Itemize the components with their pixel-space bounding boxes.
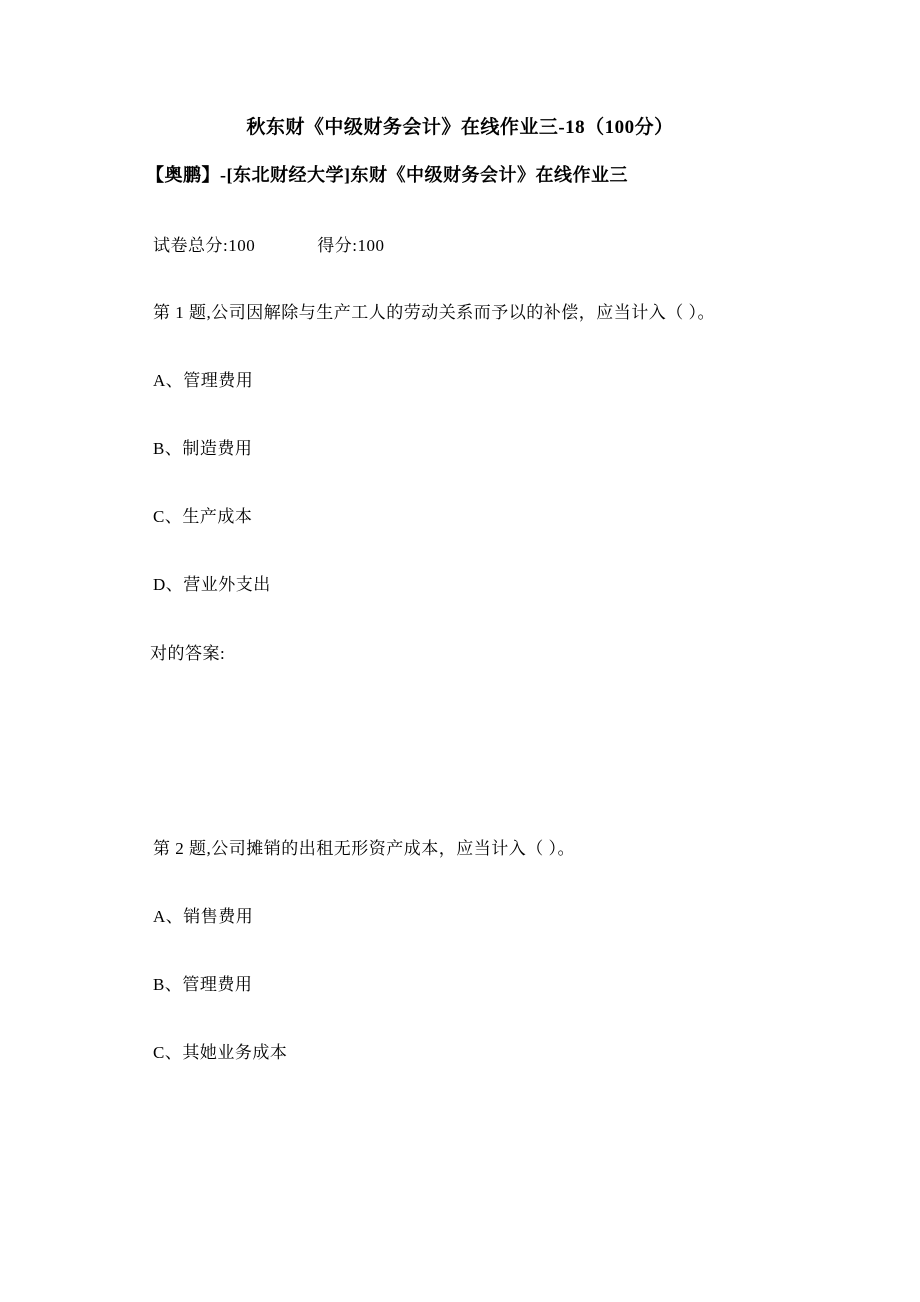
score-line xyxy=(0,231,920,256)
question-1-answer-label: 对的答案: xyxy=(150,644,226,663)
document-subtitle: 【奥鹏】-[东北财经大学]东财《中级财务会计》在线作业三 xyxy=(146,165,628,185)
earned-score-label: 得分:100 xyxy=(317,236,385,255)
question-1-option-d: D、营业外支出 xyxy=(153,575,271,594)
question-1-option-c: C、生产成本 xyxy=(153,507,253,526)
question-2-option-a: A、销售费用 xyxy=(153,907,254,926)
question-2-option-c: C、其她业务成本 xyxy=(153,1043,288,1062)
question-1-option-a: A、管理费用 xyxy=(153,371,254,390)
page-title: 秋东财《中级财务会计》在线作业三-18（100分） xyxy=(246,117,674,138)
question-1-stem: 第 1 题,公司因解除与生产工人的劳动关系而予以的补偿，应当计入（ ）。 xyxy=(153,303,715,322)
question-2-option-b: B、管理费用 xyxy=(153,975,253,994)
question-2-stem: 第 2 题,公司摊销的出租无形资产成本，应当计入（ ）。 xyxy=(153,839,575,858)
total-score-label: 试卷总分:100 xyxy=(153,236,256,255)
question-1-option-b: B、制造费用 xyxy=(153,439,253,458)
question-2-block xyxy=(0,834,920,1063)
